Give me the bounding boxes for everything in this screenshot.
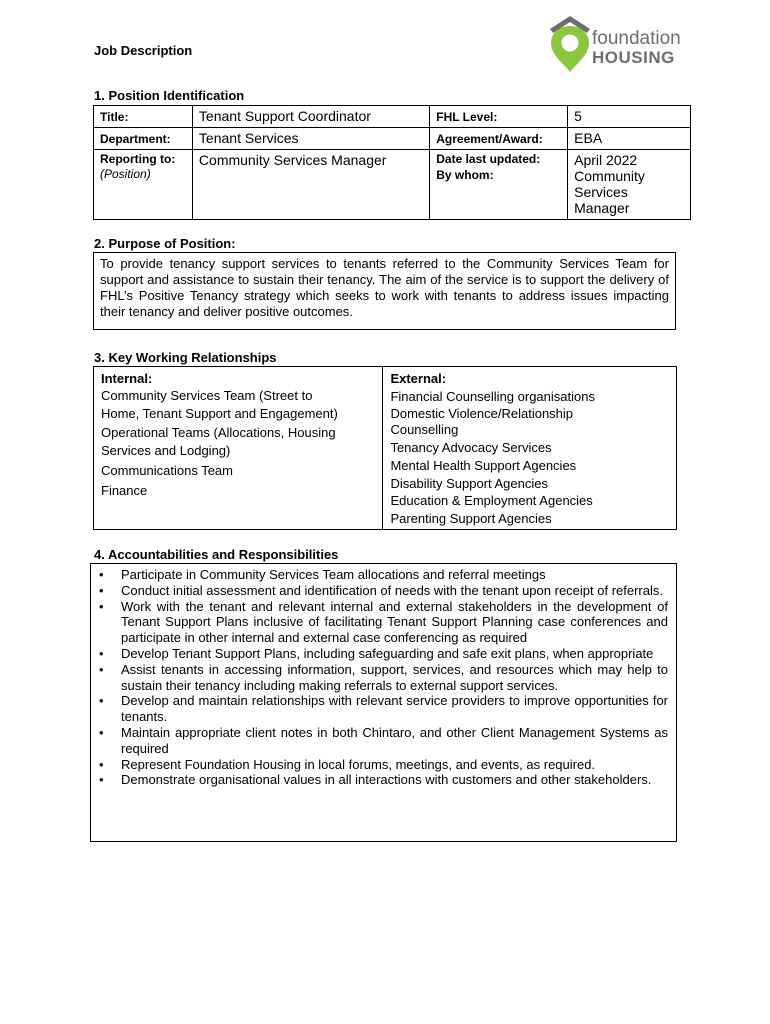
document-title: Job Description	[94, 43, 193, 58]
fhl-level-label: FHL Level:	[436, 110, 498, 124]
bullet-icon: •	[99, 724, 104, 740]
agreement-label: Agreement/Award:	[436, 132, 543, 146]
purpose-text: To provide tenancy support services to tenants referred to the Community Services Team for support and assistance to sustain their tenancy. The aim of the service is to support the delivery of FHL’s Positive Tenancy strategy which seeks to work with tenants to address issues impacting their tenancy and deliver positive outcomes.	[93, 252, 676, 330]
internal-relationships	[94, 367, 383, 530]
external-label: External:	[390, 371, 447, 386]
list-item: • Assist tenants in accessing information, support, services, and resources which may help to sustain their tenancy including making referrals to external support services.	[99, 661, 668, 693]
external-relationships	[383, 367, 677, 530]
list-item: • Work with the tenant and relevant internal and external stakeholders in the development of Tenant Support Plans inclusive of facilitating Tenant Support Planning case conferences and participate in other internal and external case conferencing as required	[99, 598, 668, 646]
by-whom-value-line: Community	[574, 168, 645, 184]
list-item: • Maintain appropriate client notes in both Chintaro, and other Client Management Systems as required	[99, 724, 668, 756]
bullet-icon: •	[99, 582, 104, 598]
bullet-icon: •	[99, 661, 104, 677]
internal-item: Finance	[101, 483, 148, 498]
bullet-icon: •	[99, 645, 104, 661]
title-label: Title:	[100, 110, 129, 124]
list-item: • Demonstrate organisational values in all interactions with customers and other stakeholders.	[99, 772, 652, 788]
date-updated-value: April 2022	[574, 152, 638, 168]
logo-wordmark	[592, 29, 681, 67]
section-3-heading: 3. Key Working Relationships	[94, 350, 277, 365]
list-item: • Develop and maintain relationships with relevant service providers to improve opportunities for tenants.	[99, 693, 668, 725]
internal-item: Communications Team	[101, 463, 233, 478]
bullet-icon: •	[99, 772, 104, 788]
internal-item: Home, Tenant Support and Engagement)	[101, 406, 338, 421]
by-whom-value-line: Services	[574, 184, 628, 200]
external-item: Domestic Violence/Relationship	[390, 406, 574, 422]
agreement-value: EBA	[574, 130, 603, 146]
list-item: • Represent Foundation Housing in local forums, meetings, and events, as required.	[99, 756, 596, 772]
list-item: • Develop Tenant Support Plans, including safeguarding and safe exit plans, when appropriate	[99, 645, 654, 661]
external-item: Education & Employment Agencies	[390, 493, 593, 509]
external-item: Tenancy Advocacy Services	[390, 440, 552, 456]
bullet-icon: •	[99, 567, 104, 582]
bullet-icon: •	[99, 756, 104, 772]
external-item: Mental Health Support Agencies	[390, 457, 577, 473]
bullet-icon: •	[99, 598, 104, 614]
list-item: • Conduct initial assessment and identification of needs with the tenant upon receipt of referrals.	[99, 582, 663, 598]
by-whom-value-line: Manager	[574, 200, 630, 216]
internal-label: Internal:	[101, 371, 153, 386]
section-4-heading: 4. Accountabilities and Responsibilities	[94, 547, 339, 562]
accountabilities-box	[90, 563, 677, 842]
section-1-heading: 1. Position Identification	[94, 88, 245, 103]
section-2-heading: 2. Purpose of Position:	[94, 236, 236, 251]
accountabilities-list	[91, 567, 668, 788]
relationships-table	[93, 366, 677, 530]
external-item: Counselling	[390, 421, 459, 437]
title-value: Tenant Support Coordinator	[198, 108, 371, 124]
reporting-value: Community Services Manager	[198, 152, 387, 168]
department-value: Tenant Services	[198, 130, 299, 146]
by-whom-label: By whom:	[436, 168, 494, 182]
date-updated-label: Date last updated:	[436, 152, 541, 166]
reporting-sublabel: (Position)	[100, 167, 151, 181]
logo-line-1: foundation	[592, 28, 681, 49]
external-item: Disability Support Agencies	[390, 475, 548, 491]
internal-item: Services and Lodging)	[101, 443, 231, 458]
fhl-level-value: 5	[574, 108, 582, 124]
internal-item: Operational Teams (Allocations, Housing	[101, 425, 336, 440]
internal-item: Community Services Team (Street to	[101, 388, 313, 403]
external-item: Financial Counselling organisations	[390, 388, 595, 404]
bullet-icon: •	[99, 693, 104, 709]
house-pin-icon	[548, 14, 592, 74]
logo-line-2: HOUSING	[592, 48, 675, 67]
position-identification-table	[93, 105, 691, 220]
list-item: • Participate in Community Services Team allocations and referral meetings	[99, 567, 546, 582]
external-item: Parenting Support Agencies	[390, 510, 552, 526]
department-label: Department:	[100, 132, 171, 146]
reporting-label: Reporting to:	[100, 152, 176, 166]
